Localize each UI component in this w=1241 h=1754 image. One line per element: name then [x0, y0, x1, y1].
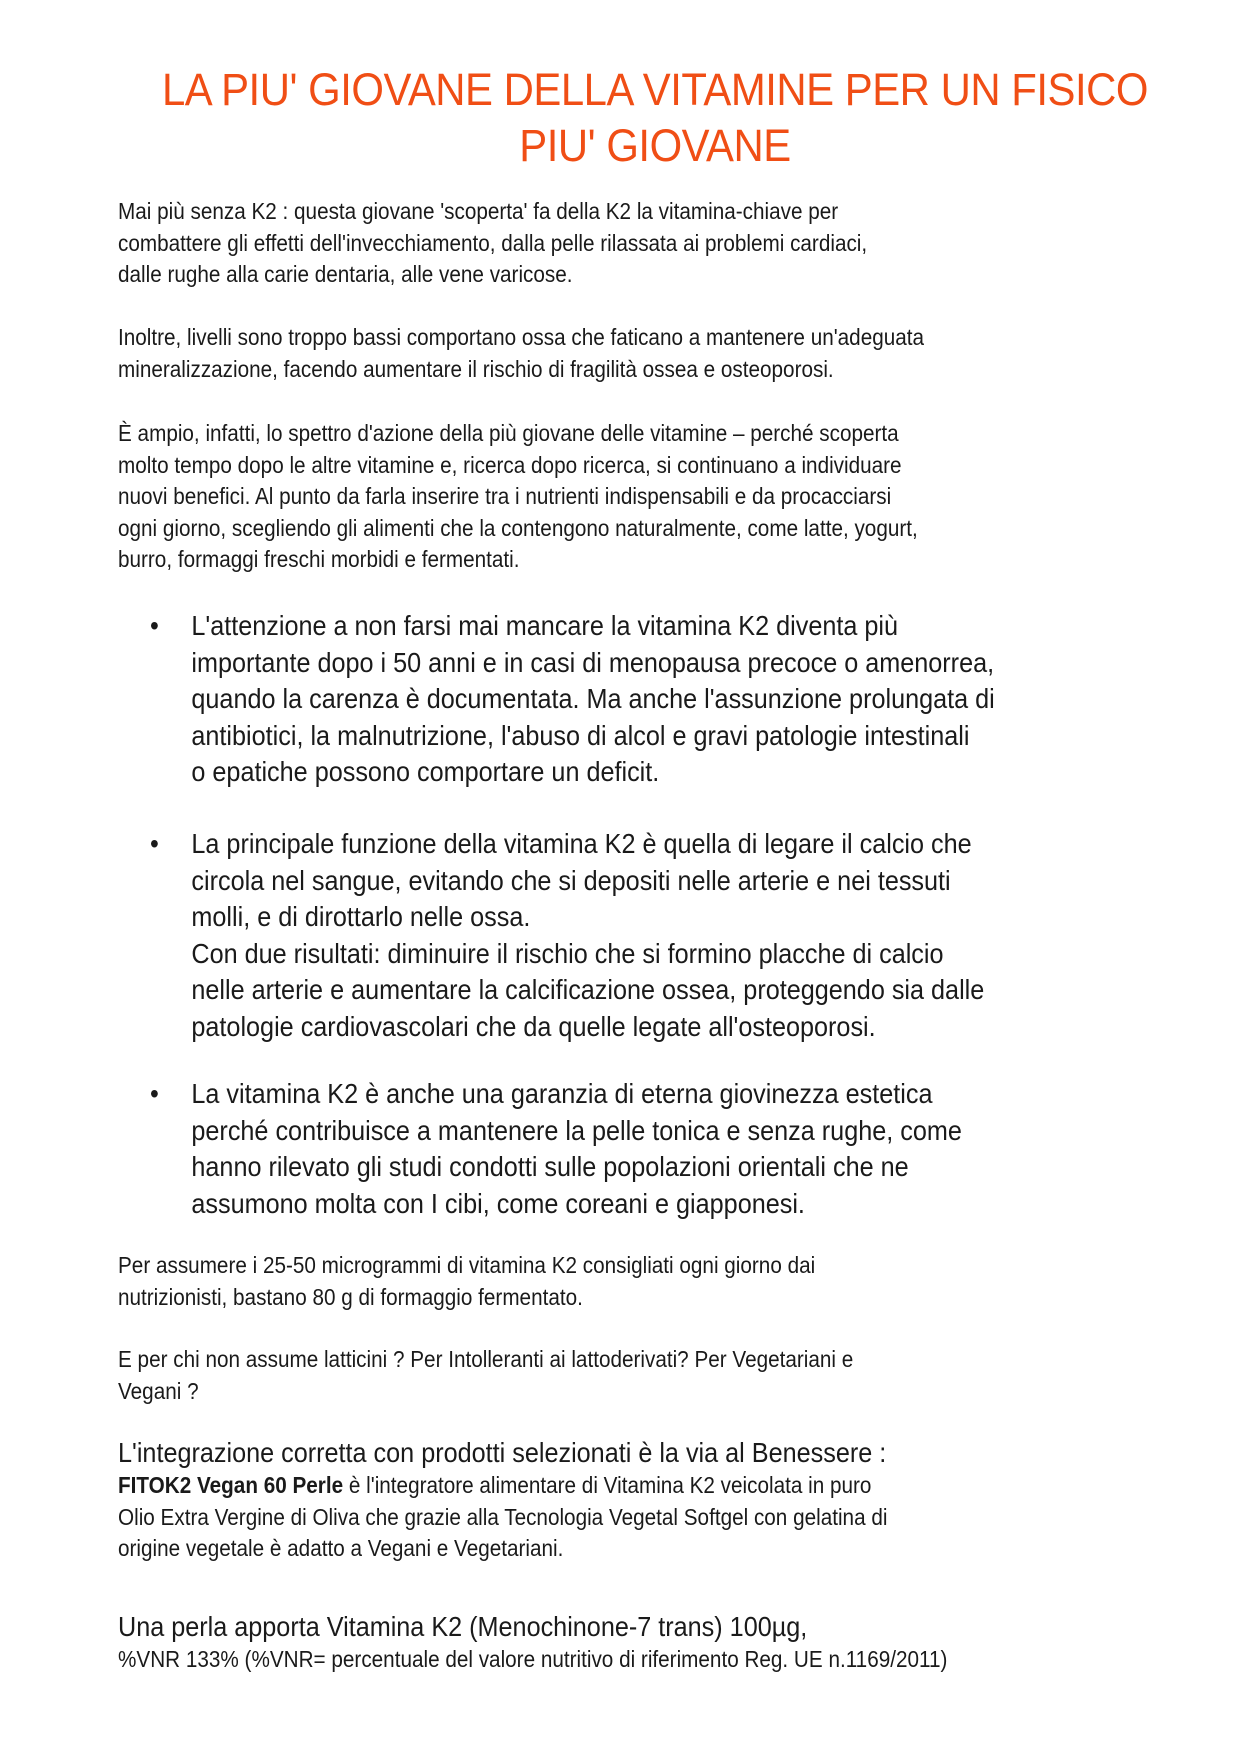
page-title — [148, 62, 1162, 174]
text-line: assumono molta con I cibi, come coreani e giapponesi. — [191, 1187, 805, 1219]
mineralization-paragraph — [118, 322, 1108, 385]
bullet-text — [191, 1076, 961, 1222]
product-name: FITOK2 Vegan 60 Perle — [118, 1472, 344, 1498]
dose-heading: Una perla apporta Vitamina K2 (Menochinone-7 trans) 100µg, — [118, 1611, 808, 1642]
integration-paragraph — [118, 1436, 1108, 1565]
text-line: Inoltre, livelli sono troppo bassi comportano ossa che faticano a mantenere un'adeguata — [118, 324, 925, 350]
text-fragment: è l'integratore alimentare di Vitamina K2 veicolata in puro — [343, 1472, 872, 1498]
text-line: ogni giorno, scegliendo gli alimenti che la contengono naturalmente, come latte, yogurt, — [118, 514, 918, 541]
bullet-icon: • — [150, 610, 159, 641]
text-line: È ampio, infatti, lo spettro d'azione della più giovane delle vitamine – perché scoperta — [118, 420, 899, 446]
text-line: nelle arterie e aumentare la calcificazione ossea, proteggendo sia dalle — [191, 974, 985, 1005]
text-line: L'attenzione a non farsi mai mancare la vitamina K2 diventa più — [191, 610, 899, 641]
title-line: PIU' GIOVANE — [519, 120, 791, 171]
spectrum-paragraph — [118, 418, 1108, 576]
bullet-icon: • — [150, 1078, 159, 1109]
text-line: combattere gli effetti dell'invecchiamento, dalla pelle rilassata ai problemi cardiaci, — [118, 229, 868, 256]
text-line: importante dopo i 50 anni e in casi di menopausa precoce o amenorrea, — [191, 646, 995, 678]
text-line: Per assumere i 25-50 microgrammi di vitamina K2 consigliati ogni giorno dai — [118, 1252, 816, 1278]
bullet-text — [191, 826, 984, 1045]
text-line: Mai più senza K2 : questa giovane 'scoperta' fa della K2 la vitamina-chiave per — [118, 198, 839, 224]
text-line: nuovi benefici. Al punto da farla inserire tra i nutrienti indispensabili e da procacciarsi — [118, 483, 892, 509]
text-line: Con due risultati: diminuire il rischio che si formino placche di calcio — [191, 937, 944, 969]
text-line: perché contribuisce a mantenere la pelle tonica e senza rughe, come — [191, 1114, 962, 1146]
dose-info-paragraph — [118, 1610, 1108, 1676]
text-line: Vegani ? — [118, 1377, 199, 1404]
text-line: origine vegetale è adatto a Vegani e Vegetariani. — [118, 1535, 564, 1561]
text-line: La vitamina K2 è anche una garanzia di eterna giovinezza estetica — [191, 1078, 933, 1109]
text-line — [118, 1470, 1108, 1502]
text-line: La principale funzione della vitamina K2 è quella di legare il calcio che — [191, 828, 972, 859]
bullet-text — [191, 608, 994, 791]
text-line: circola nel sangue, evitando che si depositi nelle arterie e nei tessuti — [191, 864, 951, 896]
text-line: molto tempo dopo le altre vitamine e, ricerca dopo ricerca, si continuano a individuare — [118, 451, 902, 478]
text-line: Olio Extra Vergine di Oliva che grazie alla Tecnologia Vegetal Softgel con gelatina di — [118, 1503, 888, 1530]
text-line: nutrizionisti, bastano 80 g di formaggio fermentato. — [118, 1283, 583, 1310]
text-line: o epatiche possono comportare un deficit. — [191, 756, 660, 787]
title-line: LA PIU' GIOVANE DELLA VITAMINE PER UN FISICO — [161, 64, 1148, 115]
text-line: hanno rilevato gli studi condotti sulle popolazioni orientali che ne — [191, 1151, 909, 1182]
text-line: E per chi non assume latticini ? Per Intolleranti ai lattoderivati? Per Vegetariani e — [118, 1346, 854, 1372]
vnr-note: %VNR 133% (%VNR= percentuale del valore nutritivo di riferimento Reg. UE n.1169/2011) — [118, 1646, 948, 1672]
dosage-paragraph — [118, 1250, 1108, 1313]
text-line: dalle rughe alla carie dentaria, alle vene varicose. — [118, 261, 573, 287]
text-line: patologie cardiovascolari che da quelle legate all'osteoporosi. — [191, 1010, 876, 1042]
text-line: antibiotici, la malnutrizione, l'abuso di alcol e gravi patologie intestinali — [191, 719, 970, 751]
intro-paragraph — [118, 196, 1108, 291]
question-paragraph — [118, 1344, 1108, 1407]
text-line: molli, e di dirottarlo nelle ossa. — [191, 901, 531, 932]
bullet-icon: • — [150, 828, 159, 859]
integration-heading: L'integrazione corretta con prodotti selezionati è la via al Benessere : — [118, 1437, 887, 1468]
text-line: mineralizzazione, facendo aumentare il rischio di fragilità ossea e osteoporosi. — [118, 355, 834, 382]
text-line: burro, formaggi freschi morbidi e fermentati. — [118, 546, 520, 572]
text-line: quando la carenza è documentata. Ma anche l'assunzione prolungata di — [191, 683, 995, 714]
